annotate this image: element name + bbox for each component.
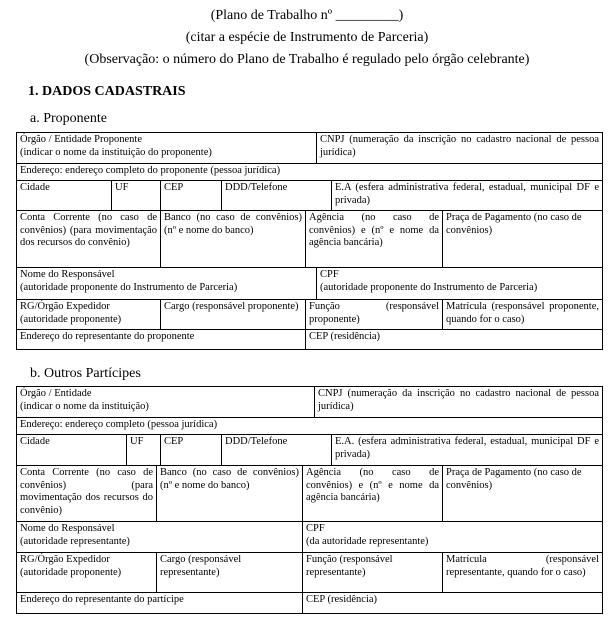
table-row — [16, 181, 602, 211]
praca-pagamento-cell: Praça de Pagamento (no caso de convênios) — [443, 466, 603, 522]
rg-orgao-expedidor-cell: RG/Órgão Expedidor (autoridade proponente) — [17, 553, 157, 593]
cpf-cell: CPF (autoridade proponente do Instrumento de Parceria) — [317, 268, 603, 300]
esfera-administrativa-cell: E.A. (esfera administrativa federal, estadual, municipal DF e privada) — [332, 435, 603, 466]
table-row — [16, 300, 602, 330]
table-row — [16, 466, 602, 522]
nome-responsavel-cell: Nome do Responsável (autoridade proponente do Instrumento de Parceria) — [17, 268, 317, 300]
table-row — [16, 522, 602, 553]
table-row — [16, 418, 602, 435]
instrumento-subtitle: (citar a espécie de Instrumento de Parceria) — [185, 30, 429, 45]
funcao-cell: Função (responsável proponente) — [306, 300, 443, 330]
uf-cell: UF — [112, 181, 161, 211]
plano-trabalho-title: (Plano de Trabalho nº _________) — [210, 8, 404, 23]
banco-cell: Banco (no caso de convênios) (nº e nome do banco) — [157, 466, 303, 522]
outros-participes-table — [16, 386, 602, 614]
orgao-entidade-cell: Órgão / Entidade Proponente (indicar o nome da instituição do proponente) — [17, 132, 317, 164]
uf-cell: UF — [127, 435, 161, 466]
praca-pagamento-cell: Praça de Pagamento (no caso de convênios) — [443, 211, 603, 268]
table-row — [16, 164, 602, 181]
cep-cell: CEP — [161, 181, 222, 211]
conta-corrente-cell: Conta Corrente (no caso de convênios) (para movimentação dos recursos do convênio) — [17, 466, 157, 522]
endereco-cell: Endereço: endereço completo do proponente (pessoa jurídica) — [17, 164, 603, 181]
proponente-heading: a. Proponente — [30, 111, 107, 126]
table-row — [16, 211, 602, 268]
agencia-cell: Agência (no caso de convênios) e (nº e nome da agência bancária) — [303, 466, 443, 522]
cnpj-cell: CNPJ (numeração da inscrição no cadastro nacional de pessoa jurídica) — [317, 132, 603, 164]
nome-responsavel-cell: Nome do Responsável (autoridade representante) — [17, 522, 303, 553]
funcao-cell: Função (responsável representante) — [303, 553, 443, 593]
esfera-administrativa-cell: E.A (esfera administrativa federal, estadual, municipal DF e privada) — [332, 181, 603, 211]
matricula-cell: Matrícula (responsável proponente, quando for o caso) — [443, 300, 603, 330]
table-row — [16, 132, 602, 164]
cep-residencia-cell: CEP (residência) — [306, 330, 603, 350]
table-row — [16, 435, 602, 466]
table-row — [16, 386, 602, 418]
cep-residencia-cell: CEP (residência) — [303, 593, 603, 614]
table-row — [16, 593, 602, 614]
cpf-cell: CPF (da autoridade representante) — [303, 522, 603, 553]
cnpj-cell: CNPJ (numeração da inscrição no cadastro nacional de pessoa jurídica) — [315, 386, 603, 418]
rg-orgao-expedidor-cell: RG/Órgão Expedidor (autoridade proponente) — [17, 300, 161, 330]
outros-participes-heading: b. Outros Partícipes — [30, 366, 141, 381]
cargo-cell: Cargo (responsável proponente) — [161, 300, 306, 330]
observacao-note: (Observação: o número do Plano de Trabalho é regulado pelo órgão celebrante) — [84, 52, 530, 67]
cidade-cell: Cidade — [17, 435, 127, 466]
ddd-telefone-cell: DDD/Telefone — [222, 181, 332, 211]
section-dados-cadastrais: 1. DADOS CADASTRAIS — [28, 84, 186, 99]
orgao-entidade-cell: Órgão / Entidade (indicar o nome da instituição) — [17, 386, 315, 418]
endereco-representante-cell: Endereço do representante do partícipe — [17, 593, 303, 614]
proponente-table — [16, 132, 602, 350]
conta-corrente-cell: Conta Corrente (no caso de convênios) (para movimentação dos recursos do convênio) — [17, 211, 161, 268]
table-row — [16, 330, 602, 350]
matricula-cell: Matrícula (responsável representante, quando for o caso) — [443, 553, 603, 593]
cep-cell: CEP — [161, 435, 222, 466]
ddd-telefone-cell: DDD/Telefone — [222, 435, 332, 466]
table-row — [16, 553, 602, 593]
table-row — [16, 268, 602, 300]
agencia-cell: Agência (no caso de convênios) e (nº e nome da agência bancária) — [306, 211, 443, 268]
endereco-cell: Endereço: endereço completo (pessoa jurídica) — [17, 418, 603, 435]
endereco-representante-cell: Endereço do representante do proponente — [17, 330, 306, 350]
banco-cell: Banco (no caso de convênios) (nº e nome do banco) — [161, 211, 306, 268]
cidade-cell: Cidade — [17, 181, 112, 211]
cargo-cell: Cargo (responsável representante) — [157, 553, 303, 593]
